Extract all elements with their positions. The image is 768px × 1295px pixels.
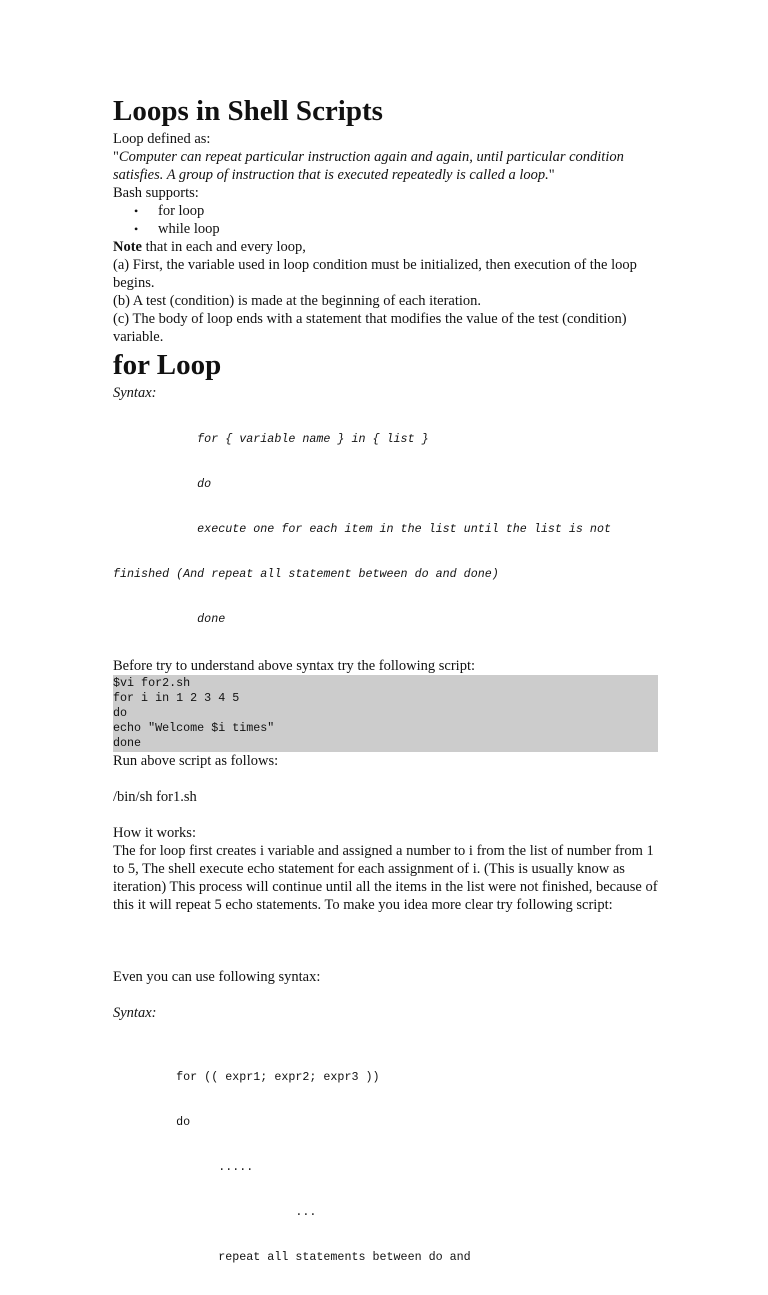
spacer [113, 914, 658, 950]
page-title: Loops in Shell Scripts [113, 95, 383, 127]
loop-types-list [113, 202, 658, 238]
syntax-line: execute one for each item in the list until the list is not [113, 522, 611, 536]
point-b: (b) A test (condition) is made at the beginning of each iteration. [113, 293, 482, 309]
for-syntax-block [113, 402, 658, 657]
code-line: for i in 1 2 3 4 5 [113, 691, 240, 705]
syntax-line: finished (And repeat all statement between do and done) [113, 567, 499, 581]
before-try-text: Before try to understand above syntax try the following script: [113, 658, 476, 674]
how-it-works-label: How it works: [113, 825, 196, 841]
syntax-line: ..... [113, 1160, 254, 1174]
syntax-line: repeat all statements between do and [113, 1250, 471, 1264]
run-as-text: Run above script as follows: [113, 753, 279, 769]
syntax-line: do [113, 477, 212, 491]
bash-supports-text: Bash supports: [113, 185, 199, 201]
syntax-line: do [113, 1115, 191, 1129]
point-c: (c) The body of loop ends with a statement that modifies the value of the test (condition) variable. [113, 311, 627, 345]
loop-defined-text: Loop defined as: [113, 131, 211, 147]
code-line: $vi for2.sh [113, 676, 191, 690]
code-line: echo "Welcome $i times" [113, 721, 275, 735]
for-loop-heading: for Loop [113, 349, 222, 381]
list-item: • for loop [158, 202, 658, 220]
spacer [113, 770, 658, 788]
for-syntax2-block [113, 1040, 658, 1295]
run-command: /bin/sh for1.sh [113, 789, 197, 805]
quote-text: Computer can repeat particular instruction again and again, until particular condition satisfies. A group of instruction that is executed repeatedly is called a loop. [113, 149, 624, 183]
syntax-line: ... [113, 1205, 317, 1219]
loop-definition-quote: "Computer can repeat particular instruction again and again, until particular condition satisfies. A group of instruction that is executed repeatedly is called a loop." [113, 149, 624, 183]
code-line: done [113, 736, 142, 750]
syntax-line: for { variable name } in { list } [113, 432, 429, 446]
even-syntax-text: Even you can use following syntax: [113, 969, 321, 985]
spacer [113, 950, 658, 968]
note-rest: that in each and every loop, [142, 239, 306, 255]
document-content [113, 92, 658, 1295]
syntax2-label: Syntax: [113, 1005, 157, 1021]
point-a: (a) First, the variable used in loop condition must be initialized, then execution of the loop begins. [113, 257, 637, 291]
code-line: do [113, 706, 128, 720]
spacer [113, 806, 658, 824]
syntax-line: for (( expr1; expr2; expr3 )) [113, 1070, 380, 1084]
list-item: • while loop [158, 220, 658, 238]
script-code-box [113, 675, 658, 752]
note-line [113, 238, 658, 256]
spacer [113, 1022, 658, 1040]
syntax-line: done [113, 612, 226, 626]
note-bold: Note [113, 239, 142, 255]
spacer [113, 986, 658, 1004]
syntax-label: Syntax: [113, 385, 157, 401]
how-it-works-text: The for loop first creates i variable and assigned a number to i from the list of number from 1 to 5, The shell execute echo statement for each assignment of i. (This is usually know as iteration) This process will continue until all the items in the list were not finished, because of this it will repeat 5 echo statements. To make you idea more clear try following script: [113, 843, 658, 913]
